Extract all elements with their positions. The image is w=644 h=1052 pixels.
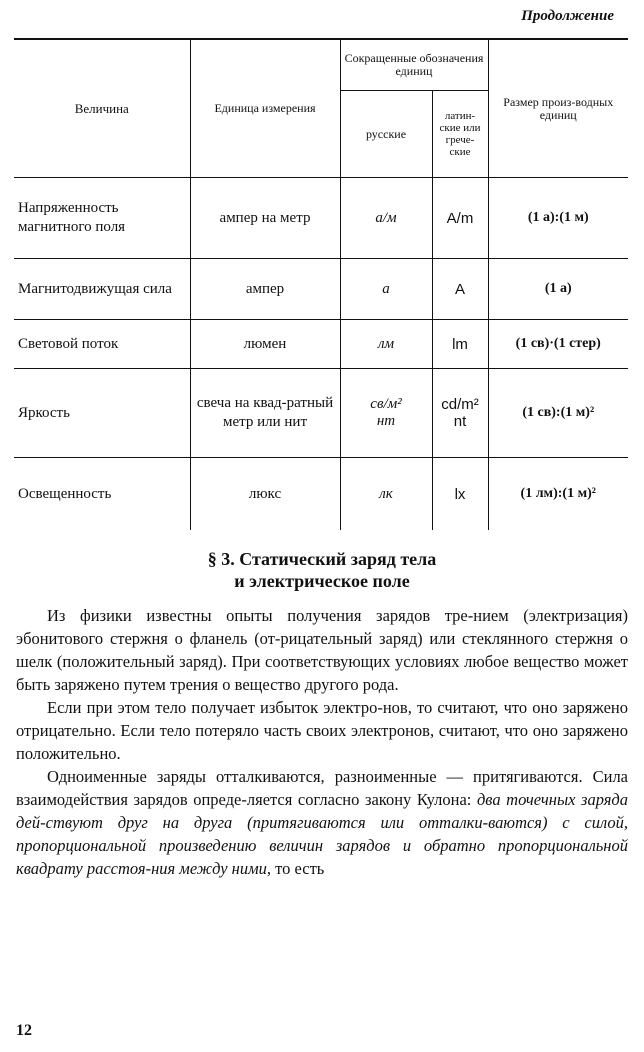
cell-russian: а/м bbox=[340, 178, 432, 259]
cell-unit: люкс bbox=[190, 458, 340, 531]
cell-latin: lx bbox=[432, 458, 488, 531]
cell-dimension: (1 св)·(1 стер) bbox=[488, 320, 628, 369]
page-number: 12 bbox=[16, 1022, 32, 1039]
cell-latin: A bbox=[432, 259, 488, 320]
cell-dimension: (1 лм):(1 м)² bbox=[488, 458, 628, 531]
cell-quantity: Световой поток bbox=[14, 320, 190, 369]
coulomb-law-statement: два точечных заряда дей-ствуют друг на друга (притягиваются или отталки-ваются) с силой, пропорциональной произведению величин зарядов и обратно пропорциональной квадрату расстоя-ния между ними bbox=[16, 790, 628, 878]
units-table bbox=[14, 38, 628, 530]
latin-secondary: nt bbox=[453, 413, 467, 430]
cell-quantity: Яркость bbox=[14, 369, 190, 458]
cell-unit: свеча на квад-ратный метр или нит bbox=[190, 369, 340, 458]
cell-russian: а bbox=[340, 259, 432, 320]
table-row bbox=[14, 259, 628, 320]
continuation-label: Продолжение bbox=[521, 8, 614, 24]
cell-latin: A/m bbox=[432, 178, 488, 259]
table-row bbox=[14, 320, 628, 369]
coulomb-intro: Одноименные заряды отталкиваются, разноименные — притягиваются. Сила взаимодействия зарядов опреде-ляется согласно закону Кулона: bbox=[16, 767, 628, 809]
russian-secondary: нт bbox=[376, 413, 396, 429]
header-unit: Единица измерения bbox=[190, 39, 340, 178]
table-row bbox=[14, 458, 628, 531]
section-title bbox=[0, 548, 644, 592]
cell-unit: ампер bbox=[190, 259, 340, 320]
cell-unit: люмен bbox=[190, 320, 340, 369]
header-latin: латин-ские или грече-ские bbox=[432, 91, 488, 178]
cell-russian bbox=[340, 369, 432, 458]
cell-dimension: (1 св):(1 м)² bbox=[488, 369, 628, 458]
cell-unit: ампер на метр bbox=[190, 178, 340, 259]
cell-dimension: (1 а):(1 м) bbox=[488, 178, 628, 259]
paragraph-charge-sign: Если при этом тело получает избыток электро-нов, то считают, что оно заряжено отрицательно. Если тело потеряло часть своих электронов, считают, что оно заряжено положительно. bbox=[16, 698, 628, 763]
cell-russian: лм bbox=[340, 320, 432, 369]
section-title-line2: и электрическое поле bbox=[234, 571, 410, 591]
header-russian: русские bbox=[340, 91, 432, 178]
paragraph-coulomb-law bbox=[16, 765, 628, 880]
paragraph-electrization: Из физики известны опыты получения зарядов тре-нием (электризация) эбонитового стержня о фланель (от-рицательный заряд) или стеклянного стержня о шелк (положительный заряд). При соответствующих условиях любое вещество может быть заряжено путем трения о вещество другого рода. bbox=[16, 606, 628, 694]
cell-quantity: Магнитодвижущая сила bbox=[14, 259, 190, 320]
table-row bbox=[14, 178, 628, 259]
body-text bbox=[16, 604, 628, 880]
section-title-line1: § 3. Статический заряд тела bbox=[207, 549, 437, 569]
coulomb-tail: , то есть bbox=[266, 859, 325, 878]
latin-primary: cd/m² bbox=[441, 396, 479, 413]
cell-dimension: (1 а) bbox=[488, 259, 628, 320]
cell-russian: лк bbox=[340, 458, 432, 531]
cell-quantity: Напряженность магнитного поля bbox=[14, 178, 190, 259]
russian-primary: св/м² bbox=[370, 396, 402, 412]
header-quantity: Величина bbox=[14, 39, 190, 178]
header-abbrev: Сокращенные обозначения единиц bbox=[340, 39, 488, 91]
table-row bbox=[14, 369, 628, 458]
cell-quantity: Освещенность bbox=[14, 458, 190, 531]
cell-latin: lm bbox=[432, 320, 488, 369]
header-dimension: Размер произ-водных единиц bbox=[488, 39, 628, 178]
cell-latin bbox=[432, 369, 488, 458]
